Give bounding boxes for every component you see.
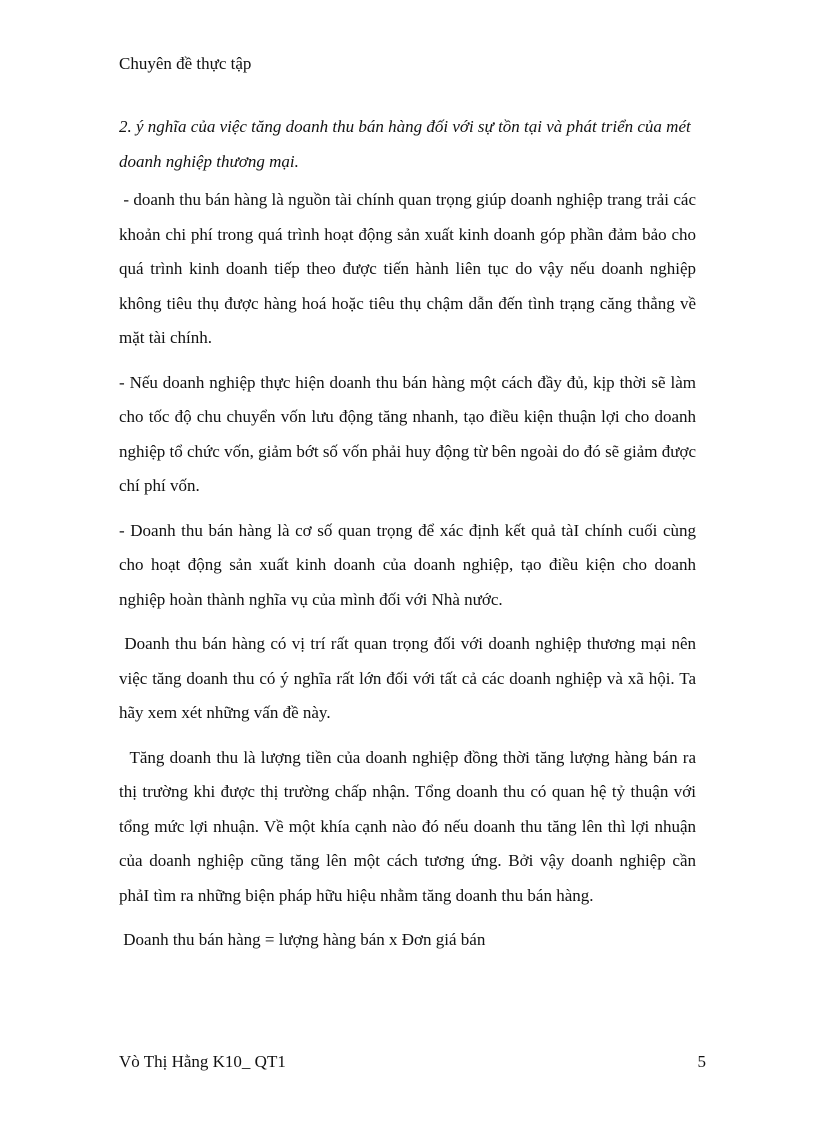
page-number: 5 bbox=[697, 1052, 706, 1071]
page-content bbox=[119, 110, 701, 968]
page-header: Chuyên đề thực tập bbox=[119, 54, 252, 73]
paragraph-3: - Doanh thu bán hàng là cơ số quan trọng để xác định kết quả tàI chính cuối cùng cho hoạt động sản xuất kinh doanh của doanh nghiệp, tạo điều kiện cho doanh nghiệp hoàn thành nghĩa vụ của mình đối với Nhà nước. bbox=[119, 520, 696, 609]
paragraph-4: Doanh thu bán hàng có vị trí rất quan trọng đối với doanh nghiệp thương mại nên việc tăng doanh thu có ý nghĩa rất lớn đối với tất cả các doanh nghiệp và xã hội. Ta hãy xem xét những vấn đề này. bbox=[119, 634, 701, 722]
paragraph-1: - doanh thu bán hàng là nguồn tài chính quan trọng giúp doanh nghiệp trang trải các khoản chi phí trong quá trình hoạt động sản xuất kinh doanh góp phần đảm bảo cho quá trình kinh doanh tiếp theo được tiến hành liên tục do vậy nếu doanh nghiệp không tiêu thụ được hàng hoá hoặc tiêu thụ chậm dẫn đến tình trạng căng thẳng về mặt tài chính. bbox=[119, 190, 701, 347]
paragraph-2: - Nếu doanh nghiệp thực hiện doanh thu bán hàng một cách đầy đủ, kịp thời sẽ làm cho tốc độ chu chuyển vốn lưu động tăng nhanh, tạo điều kiện thuận lợi cho doanh nghiệp tổ chức vốn, giảm bớt số vốn phải huy động từ bên ngoài do đó sẽ giảm được chí phí vốn. bbox=[119, 372, 696, 495]
revenue-formula: Doanh thu bán hàng = lượng hàng bán x Đơn giá bán bbox=[119, 930, 486, 949]
footer-author: Vò Thị Hằng K10_ QT1 bbox=[119, 1052, 286, 1071]
paragraph-5: Tăng doanh thu là lượng tiền của doanh nghiệp đồng thời tăng lượng hàng bán ra thị trường khi được thị trường chấp nhận. Tổng doanh thu có quan hệ tỷ thuận với tổng mức lợi nhuận. Về một khía cạnh nào đó nếu doanh thu tăng lên thì lợi nhuận của doanh nghiệp cũng tăng lên một cách tương ứng. Bởi vậy doanh nghiệp cần phảI tìm ra những biện pháp hữu hiệu nhằm tăng doanh thu bán hàng. bbox=[119, 747, 701, 905]
section-heading: 2. ý nghĩa của việc tăng doanh thu bán hàng đối với sự tồn tại và phát triển của mét doanh nghiệp thương mại. bbox=[119, 117, 691, 171]
